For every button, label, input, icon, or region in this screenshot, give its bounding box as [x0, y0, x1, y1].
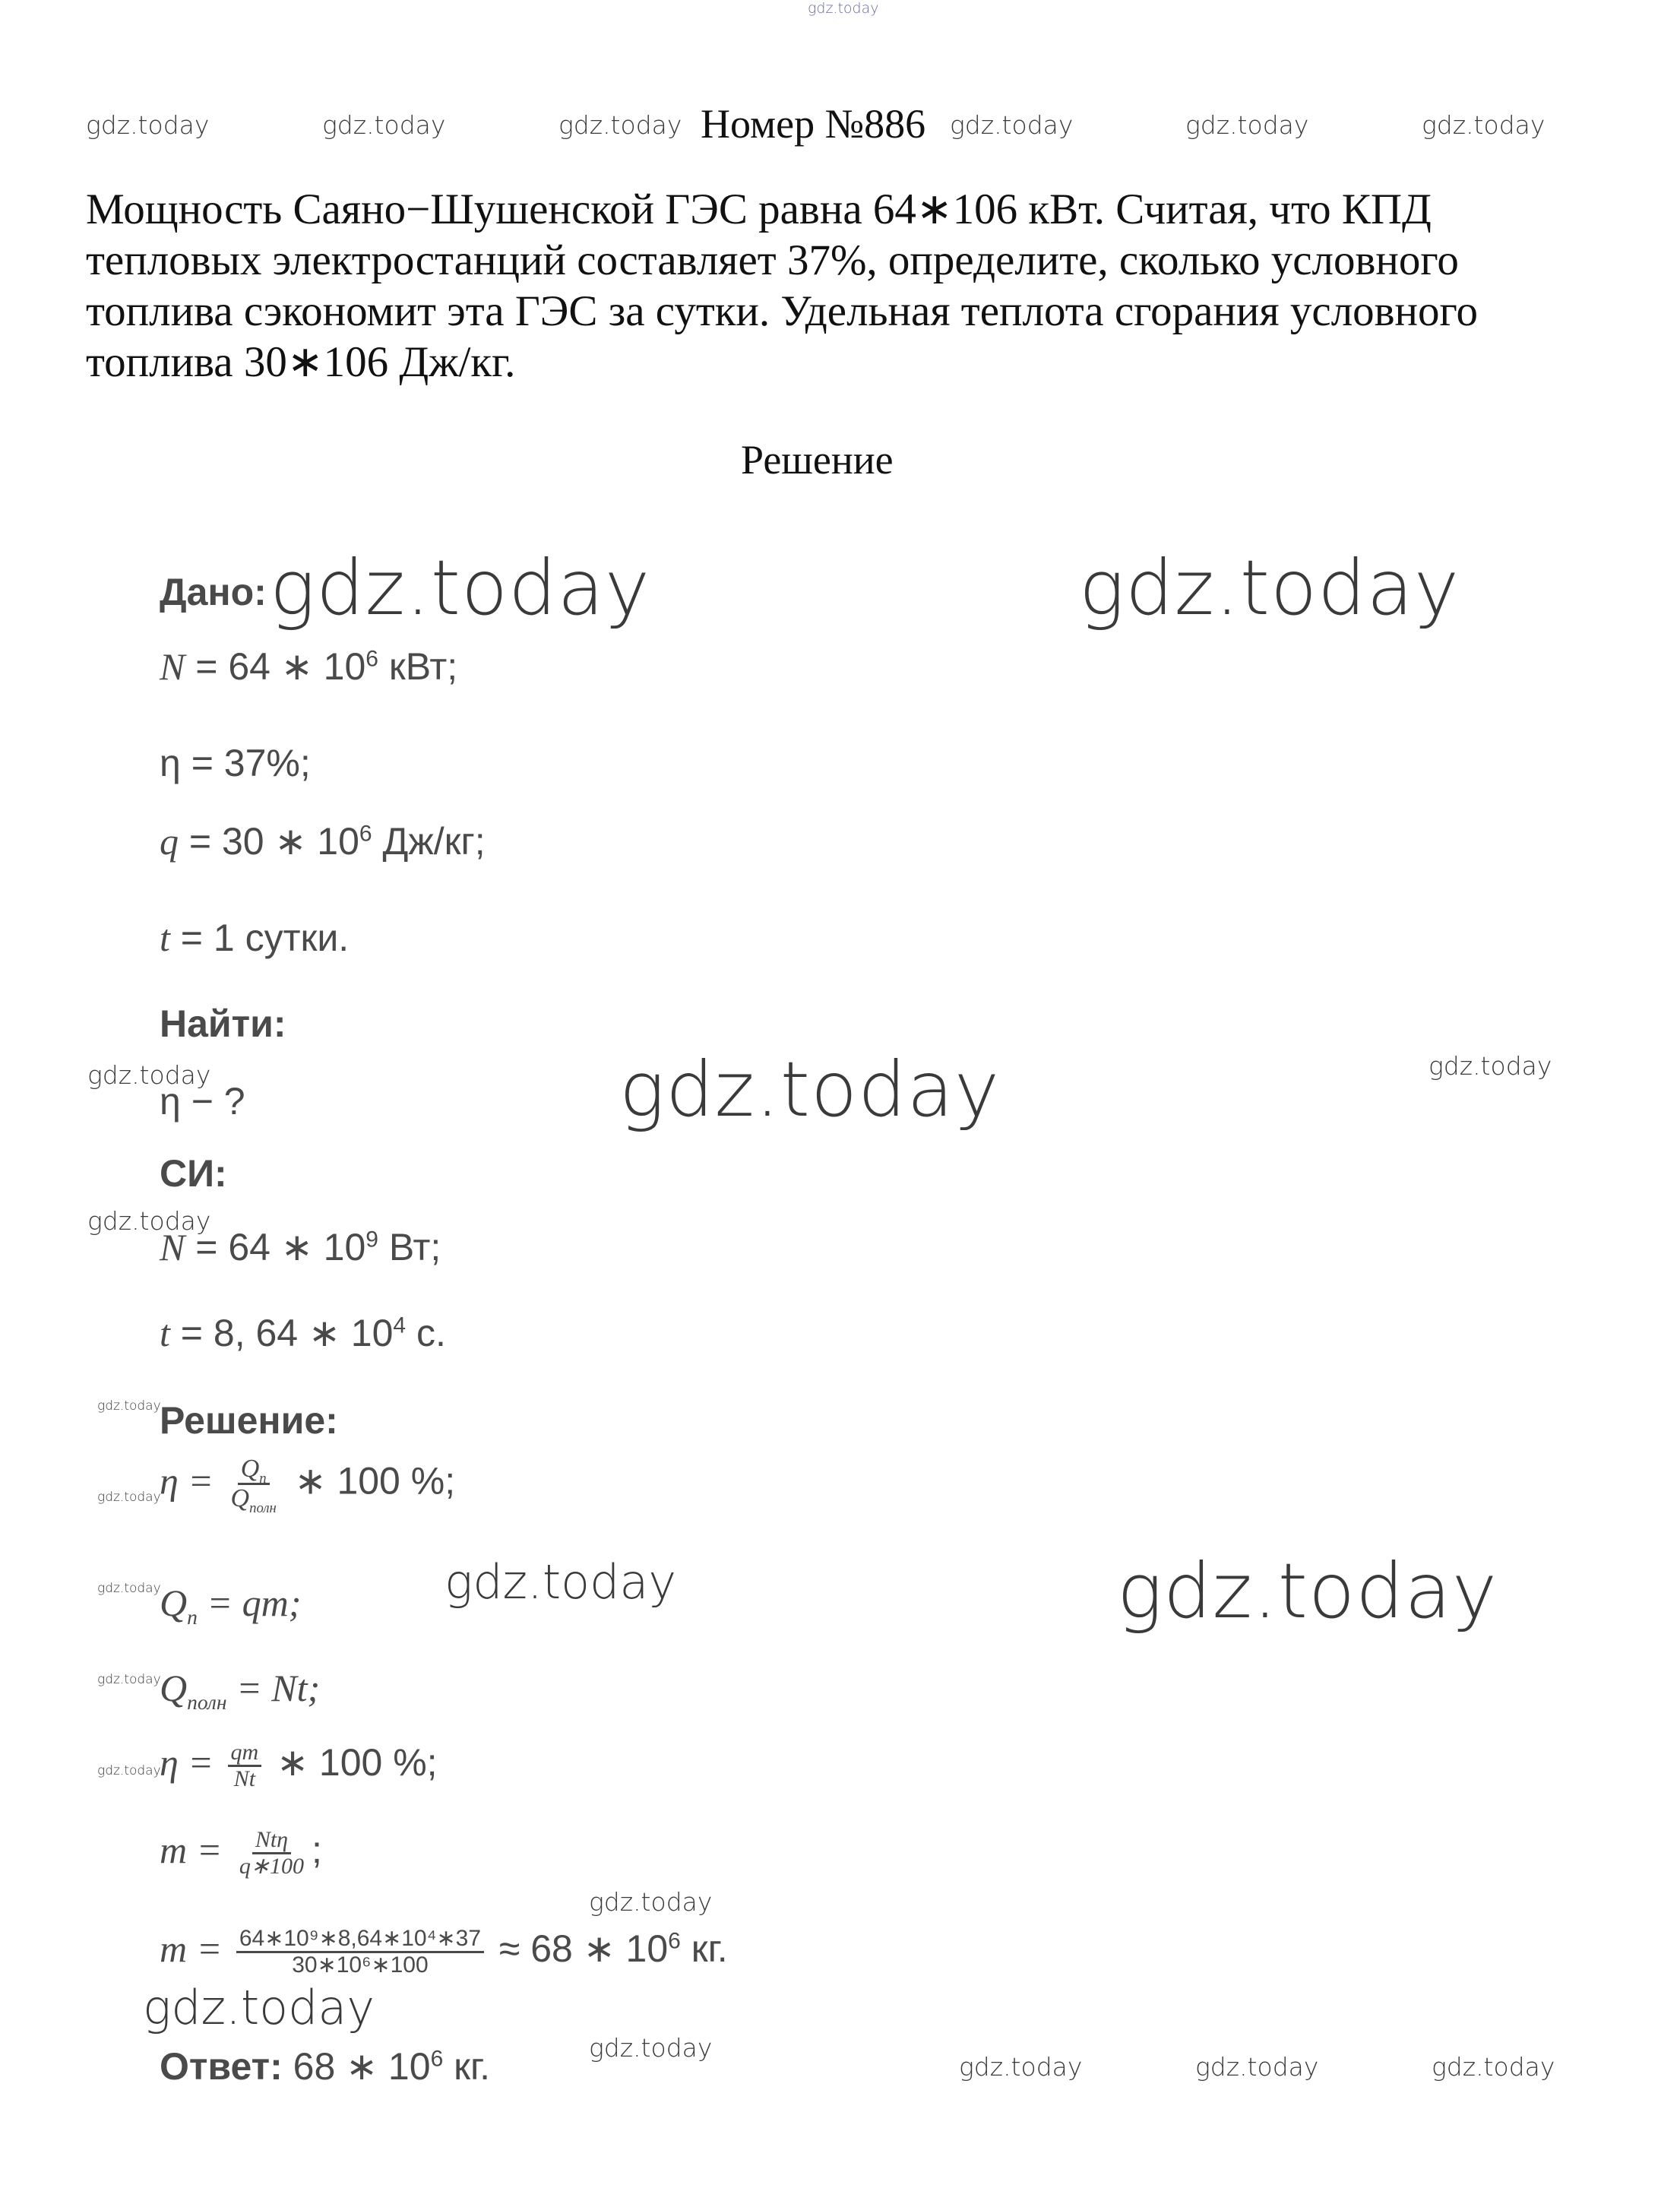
formula-Qp: $Q_п$ = qm;: [160, 1582, 302, 1629]
watermark: gdz.today: [808, 0, 879, 17]
watermark: gdz.today: [589, 2033, 713, 2063]
watermark: gdz.today: [445, 1554, 677, 1610]
given-eta: η = 37%;: [160, 742, 311, 784]
watermark: gdz.today: [1195, 2052, 1319, 2082]
watermark: gdz.today: [86, 110, 210, 140]
formula-efficiency-expanded: η = $\frac{qm}{Nt}$ ∗ 100 %;: [160, 1740, 438, 1791]
watermark: gdz.today: [87, 1206, 211, 1236]
watermark: gdz.today: [619, 1045, 1001, 1134]
formula-mass: m = $\frac{\text{Ntη}}{q∗100}$ ;: [160, 1827, 322, 1879]
watermark: gdz.today: [589, 1887, 713, 1917]
watermark: gdz.today: [1185, 110, 1309, 140]
watermark: gdz.today: [558, 110, 682, 140]
watermark: gdz.today: [97, 1581, 161, 1596]
watermark: gdz.today: [322, 110, 446, 140]
page-title: Номер №886: [701, 101, 926, 147]
watermark: gdz.today: [1428, 1051, 1552, 1081]
given-label: Дано:: [160, 571, 267, 613]
formula-efficiency: η = $\frac{Q_п}{Q_{полн}}$ ∗ 100 %;: [160, 1455, 456, 1516]
watermark: gdz.today: [950, 110, 1074, 140]
watermark: gdz.today: [87, 1060, 211, 1090]
watermark: gdz.today: [97, 1763, 161, 1778]
watermark: gdz.today: [959, 2052, 1083, 2082]
answer: Ответ: 68 ∗ $10^6$ кг.: [160, 2045, 491, 2088]
given-q: q = 30 ∗ $10^6$ Дж/кг;: [160, 820, 486, 863]
formula-mass-result: m = $\frac{\text{64∗10⁹∗8,64∗10⁴∗37}}{\text{30∗10⁶∗100}}$ ≈ 68 ∗ $10^6$ кг.: [160, 1926, 728, 1978]
watermark: gdz.today: [97, 1672, 161, 1687]
given-t: t = 1 сутки.: [160, 917, 350, 959]
watermark: gdz.today: [1432, 2052, 1555, 2082]
si-N: N = 64 ∗ $10^9$ Вт;: [160, 1226, 441, 1268]
watermark: gdz.today: [97, 1398, 161, 1414]
watermark: gdz.today: [97, 1490, 161, 1505]
formula-Qpoln: $Q_{полн} = Nt$;: [160, 1667, 321, 1714]
watermark: gdz.today: [1422, 110, 1546, 140]
si-label: СИ:: [160, 1152, 227, 1195]
si-t: t = 8, 64 ∗ $10^4$ с.: [160, 1312, 446, 1354]
watermark: gdz.today: [1117, 1547, 1498, 1636]
find-value: η − ?: [160, 1080, 245, 1123]
find-label: Найти:: [160, 1002, 286, 1045]
watermark: gdz.today: [270, 543, 651, 632]
problem-text: Мощность Саяно−Шушенской ГЭС равна 64∗106 кВт. Считая, что КПД тепловых электростанций составляет 37%, определите, сколько условного топлива сэкономит эта ГЭС за сутки. Удельная теплота сгорания условного топлива 30∗106 Дж/кг.: [86, 185, 1479, 386]
given-N: N = 64 ∗ $10^6$ кВт;: [160, 645, 458, 688]
solution-heading: Решение: [741, 437, 894, 483]
watermark: gdz.today: [1079, 543, 1460, 632]
watermark: gdz.today: [143, 1980, 375, 2035]
solution-label: Решение:: [160, 1399, 338, 1442]
